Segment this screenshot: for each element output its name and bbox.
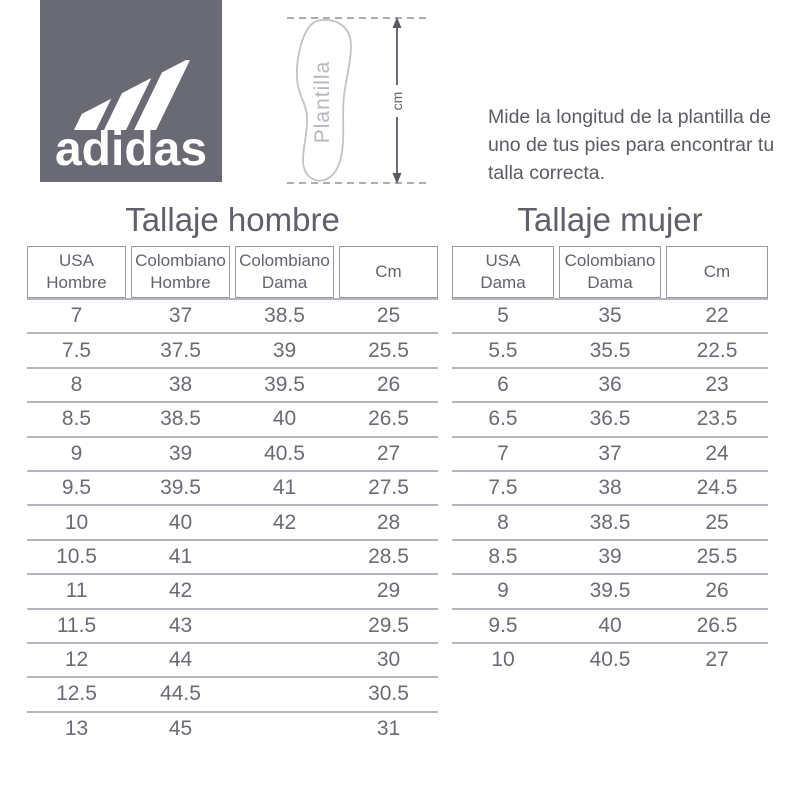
header-line: Colombiano: [564, 250, 656, 270]
table-row: [452, 298, 768, 332]
table-cell: 26.5: [696, 613, 738, 637]
table-row: [452, 573, 768, 607]
table-cell: 27: [376, 441, 401, 465]
men-table-title: Tallaje hombre: [125, 201, 340, 238]
header-line: Cm: [703, 261, 731, 281]
table-cell: 38: [598, 476, 622, 500]
header-line: Dama: [587, 273, 633, 292]
table-row: [452, 401, 768, 435]
header-line: Colombiano: [239, 250, 330, 270]
table-cell: 10.5: [56, 544, 97, 568]
table-cell: 24: [705, 441, 729, 465]
table-cell: 10: [491, 648, 515, 672]
table-cell: 25: [376, 304, 401, 328]
table-cell: 7.5: [488, 476, 518, 500]
table-cell: 25.5: [696, 544, 738, 568]
table-cell: 27: [705, 648, 729, 672]
table-cell: 6: [497, 372, 509, 396]
adidas-stripes-icon: [74, 60, 192, 130]
table-cell: 38.5: [160, 407, 201, 431]
table-cell: 8.5: [61, 407, 92, 431]
table-row: [27, 676, 438, 710]
table-cell: 39.5: [264, 372, 305, 396]
column-header-usa-dama: [452, 246, 554, 298]
table-cell: 40: [598, 613, 622, 637]
table-cell: 40.5: [264, 441, 305, 465]
table-cell: 23: [705, 372, 729, 396]
table-cell: 12: [64, 648, 89, 672]
column-header-colombiano-dama: [235, 246, 334, 298]
table-cell: 38: [168, 372, 193, 396]
table-cell: 45: [168, 716, 193, 740]
table-cell: 7: [70, 304, 83, 328]
men-table-section: [27, 198, 438, 745]
table-row: [27, 367, 438, 401]
table-cell: 9.5: [61, 476, 92, 500]
table-cell: 7: [497, 441, 509, 465]
table-cell: 39.5: [589, 579, 631, 603]
men-table-body: [27, 298, 438, 745]
header-line: Colombiano: [135, 250, 226, 270]
table-row: [27, 608, 438, 642]
women-table-header-row: [452, 246, 768, 298]
table-cell: 37: [168, 304, 193, 328]
table-row: [452, 367, 768, 401]
table-row: [27, 436, 438, 470]
table-cell: 39: [598, 544, 622, 568]
table-cell: 10: [64, 510, 89, 534]
table-cell: 13: [64, 716, 89, 740]
table-cell: 29: [376, 579, 401, 603]
table-cell: 40.5: [589, 648, 631, 672]
header-line: Dama: [261, 273, 308, 292]
table-cell: 9: [70, 441, 83, 465]
table-cell: 37.5: [160, 338, 201, 362]
table-cell: 12.5: [56, 682, 97, 706]
table-cell: 8: [497, 510, 509, 534]
table-cell: 8: [70, 372, 83, 396]
table-row: [27, 504, 438, 538]
table-cell: 41: [272, 476, 297, 500]
table-cell: 39: [272, 338, 297, 362]
women-table-title: Tallaje mujer: [517, 201, 703, 238]
table-cell: 22: [705, 304, 729, 328]
insole-diagram: [285, 8, 431, 190]
women-table-body: [452, 298, 768, 676]
table-cell: 38.5: [589, 510, 631, 534]
table-row: [27, 401, 438, 435]
header-line: USA: [485, 250, 521, 270]
header-line: Hombre: [150, 273, 211, 292]
table-cell: 40: [168, 510, 193, 534]
table-cell: 9.5: [488, 613, 518, 637]
table-cell: 26: [376, 372, 401, 396]
table-cell: 37: [598, 441, 622, 465]
women-table-section: [452, 198, 768, 676]
table-cell: 8.5: [488, 544, 518, 568]
table-cell: 30.5: [368, 682, 409, 706]
men-table-header-row: [27, 246, 438, 298]
table-cell: 42: [272, 510, 297, 534]
table-row: [452, 470, 768, 504]
header-line: Cm: [375, 261, 402, 281]
table-cell: 5: [497, 304, 509, 328]
table-cell: 6.5: [488, 407, 518, 431]
table-cell: 28: [376, 510, 401, 534]
table-cell: 36: [598, 372, 622, 396]
table-cell: 35: [598, 304, 622, 328]
header-line: Dama: [480, 273, 526, 292]
table-cell: 44.5: [160, 682, 201, 706]
table-cell: 31: [376, 716, 401, 740]
measure-unit-label: cm: [389, 91, 405, 111]
table-row: [452, 608, 768, 642]
table-cell: 41: [168, 544, 193, 568]
table-cell: 9: [497, 579, 509, 603]
header-line: Hombre: [46, 273, 107, 292]
table-cell: 35.5: [589, 338, 631, 362]
table-row: [452, 504, 768, 538]
table-cell: 7.5: [61, 338, 92, 362]
table-row: [27, 332, 438, 366]
table-row: [452, 642, 768, 676]
table-cell: 22.5: [696, 338, 738, 362]
table-cell: 36.5: [589, 407, 631, 431]
table-cell: 25: [705, 510, 729, 534]
table-cell: 27.5: [368, 476, 409, 500]
table-row: [27, 711, 438, 745]
column-header-colombiano-hombre: [131, 246, 230, 298]
header-line: USA: [59, 250, 94, 270]
column-header-usa-hombre: [27, 246, 126, 298]
column-header-cm: [339, 246, 438, 298]
table-cell: 28.5: [368, 544, 409, 568]
table-row: [452, 436, 768, 470]
table-row: [27, 470, 438, 504]
table-cell: 11.5: [56, 613, 97, 637]
table-cell: 5.5: [488, 338, 518, 362]
table-cell: 23.5: [696, 407, 738, 431]
instructions-text: Mide la longitud de la plantilla de uno de tus pies para encontrar tu talla correcta.: [488, 106, 775, 185]
table-row: [452, 332, 768, 366]
table-cell: 42: [168, 579, 193, 603]
table-cell: 11: [65, 579, 88, 603]
table-cell: 38.5: [264, 304, 305, 328]
table-row: [27, 642, 438, 676]
table-cell: 29.5: [368, 613, 409, 637]
table-cell: 40: [272, 407, 297, 431]
column-header-cm: [666, 246, 768, 298]
column-header-colombiano-dama: [559, 246, 661, 298]
table-cell: 26: [705, 579, 729, 603]
table-cell: 25.5: [368, 338, 409, 362]
table-cell: 43: [168, 613, 193, 637]
table-row: [452, 539, 768, 573]
table-cell: 39.5: [160, 476, 201, 500]
table-cell: 26.5: [368, 407, 409, 431]
table-cell: 30: [376, 648, 401, 672]
table-row: [27, 298, 438, 332]
adidas-wordmark: adidas: [54, 123, 208, 176]
adidas-logo-badge: [40, 0, 222, 182]
table-cell: 24.5: [696, 476, 738, 500]
table-cell: 39: [168, 441, 193, 465]
table-row: [27, 539, 438, 573]
table-cell: 44: [168, 648, 193, 672]
table-row: [27, 573, 438, 607]
insole-label: Plantilla: [311, 60, 334, 144]
